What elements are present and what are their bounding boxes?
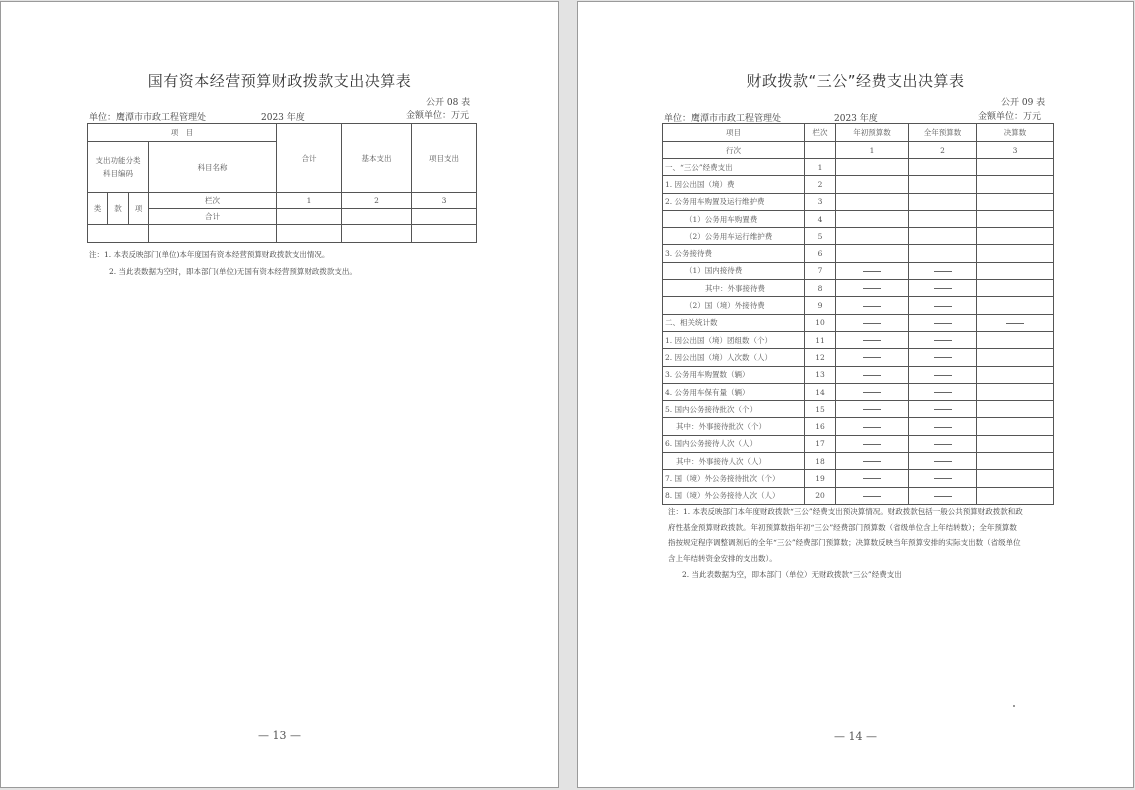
row-label: （2）国（境）外接待费 <box>663 297 805 314</box>
page-14 <box>577 1 1134 788</box>
row-label: 1. 因公出国（境）费 <box>663 176 805 193</box>
dash-mark <box>934 306 952 307</box>
row-label: （2）公务用车运行维护费 <box>663 228 805 245</box>
header-final: 决算数 <box>977 124 1054 142</box>
value-cell <box>836 435 909 452</box>
row-label: 8. 国（境）外公务接待人次（人） <box>663 487 805 504</box>
value-cell <box>909 470 977 487</box>
row-label: 1. 因公出国（境）团组数（个） <box>663 331 805 348</box>
value-cell <box>836 314 909 331</box>
dash-mark <box>934 444 952 445</box>
row-label: 其中：外事接待费 <box>663 280 805 297</box>
state-capital-table <box>87 123 477 243</box>
value-cell <box>909 366 977 383</box>
col-num-2: 2 <box>342 193 412 209</box>
value-cell <box>977 349 1054 366</box>
value-cell <box>836 297 909 314</box>
note-1: 注：1. 本表反映部门(单位)本年度国有资本经营预算财政拨款支出情况。 <box>89 250 330 259</box>
value-cell <box>909 297 977 314</box>
note-line: 府性基金预算财政拨款。年初预算数指年初“三公”经费部门预算数（省级单位含上年结转数）；全年预算数 <box>668 522 1017 532</box>
value-cell <box>977 487 1054 504</box>
row-label: （1）公务用车购置费 <box>663 210 805 227</box>
row-number: 9 <box>805 297 836 314</box>
header-subject-name: 科目名称 <box>149 142 277 193</box>
header-xiang: 项 <box>129 193 149 225</box>
dash-mark <box>934 271 952 272</box>
row-label: 其中：外事接待人次（人） <box>663 453 805 470</box>
table-code: 公开 09 表 <box>1001 98 1046 108</box>
value-cell <box>909 453 977 470</box>
row-number: 2 <box>805 176 836 193</box>
value-cell <box>977 262 1054 279</box>
dash-mark <box>863 392 881 393</box>
row-label: 6. 国内公务接待人次（人） <box>663 435 805 452</box>
note-2: 2. 当此表数据为空，即本部门（单位）无财政拨款“三公”经费支出 <box>682 570 902 579</box>
value-cell <box>977 193 1054 210</box>
note-line: 指按规定程序调整调剂后的全年“三公”经费部门预算数；决算数反映当年预算安排的实际支出数（省级单位 <box>668 538 1021 547</box>
cell <box>277 225 342 243</box>
value-cell <box>836 210 909 227</box>
table-row <box>663 228 1054 245</box>
table-row <box>663 418 1054 435</box>
value-cell <box>977 383 1054 400</box>
value-cell <box>909 159 977 176</box>
row-number: 17 <box>805 435 836 452</box>
value-cell <box>909 383 977 400</box>
note-line: 注：1. 本表反映部门本年度财政拨款“三公”经费支出预决算情况。财政拨款包括一般公共预算财政拨款和政 <box>668 507 1023 516</box>
table-row <box>663 280 1054 297</box>
page-13 <box>0 1 559 788</box>
dash-mark <box>863 340 881 341</box>
speck <box>1013 705 1015 707</box>
header-lei: 类 <box>88 193 108 225</box>
page-title: 财政拨款“三公”经费支出决算表 <box>746 72 965 90</box>
header-project: 项 目 <box>88 124 277 142</box>
dash-mark <box>934 375 952 376</box>
value-cell <box>909 262 977 279</box>
row-number: 15 <box>805 401 836 418</box>
value-cell <box>909 176 977 193</box>
header-basic: 基本支出 <box>342 124 412 193</box>
year-label: 2023 年度 <box>261 113 305 123</box>
header-hangci: 行次 <box>663 142 805 159</box>
header-budget-full: 全年预算数 <box>909 124 977 142</box>
row-number: 10 <box>805 314 836 331</box>
col-num-3: 3 <box>977 142 1054 159</box>
value-cell <box>977 418 1054 435</box>
row-number: 5 <box>805 228 836 245</box>
row-number: 14 <box>805 383 836 400</box>
row-label: 3. 公务接待费 <box>663 245 805 262</box>
value-cell <box>977 210 1054 227</box>
row-label: 其中：外事接待批次（个） <box>663 418 805 435</box>
value-cell <box>836 401 909 418</box>
value-cell <box>836 331 909 348</box>
note-2: 2. 当此表数据为空时，即本部门(单位)无国有资本经营预算财政拨款支出。 <box>109 267 357 276</box>
dash-mark <box>934 496 952 497</box>
row-label: 5. 国内公务接待批次（个） <box>663 401 805 418</box>
value-cell <box>909 314 977 331</box>
three-public-expenses-table <box>662 123 1054 505</box>
page-number: — 13 — <box>258 729 301 742</box>
table-row <box>663 470 1054 487</box>
notes-block <box>668 504 1058 566</box>
value-cell <box>977 453 1054 470</box>
unit-label: 单位：鹰潭市市政工程管理处 <box>664 114 782 124</box>
value-cell <box>836 176 909 193</box>
value-cell <box>836 245 909 262</box>
table-row <box>663 159 1054 176</box>
dash-mark <box>934 323 952 324</box>
unit-label: 单位：鹰潭市市政工程管理处 <box>89 113 207 123</box>
value-cell <box>977 245 1054 262</box>
row-label: 7. 国（境）外公务接待批次（个） <box>663 470 805 487</box>
value-cell <box>977 228 1054 245</box>
table-row <box>663 453 1054 470</box>
year-label: 2023 年度 <box>834 114 878 124</box>
cell <box>342 225 412 243</box>
table-row <box>663 245 1054 262</box>
header-func-label: 支出功能分类 <box>95 156 141 165</box>
page-number: — 14 — <box>834 730 877 743</box>
value-cell <box>977 314 1054 331</box>
value-cell <box>836 418 909 435</box>
dash-mark <box>863 427 881 428</box>
value-cell <box>977 176 1054 193</box>
value-cell <box>977 297 1054 314</box>
dash-mark <box>863 271 881 272</box>
table-row <box>663 262 1054 279</box>
table-row <box>663 401 1054 418</box>
value-cell <box>836 349 909 366</box>
row-number: 20 <box>805 487 836 504</box>
dash-mark <box>863 461 881 462</box>
dash-mark <box>863 478 881 479</box>
value-cell <box>909 245 977 262</box>
value-cell <box>836 366 909 383</box>
table-row <box>663 435 1054 452</box>
dash-mark <box>863 306 881 307</box>
value-cell <box>909 401 977 418</box>
value-cell <box>909 418 977 435</box>
cell <box>805 142 836 159</box>
row-number: 1 <box>805 159 836 176</box>
dash-mark <box>934 409 952 410</box>
dash-mark <box>934 461 952 462</box>
value-cell <box>909 487 977 504</box>
value-cell <box>977 331 1054 348</box>
header-item: 项目 <box>663 124 805 142</box>
dash-mark <box>863 496 881 497</box>
row-number: 4 <box>805 210 836 227</box>
table-code: 公开 08 表 <box>426 98 471 108</box>
row-number: 13 <box>805 366 836 383</box>
header-lanci: 栏次 <box>149 193 277 209</box>
value-cell <box>836 228 909 245</box>
col-num-2: 2 <box>909 142 977 159</box>
row-label: 2. 因公出国（境）人次数（人） <box>663 349 805 366</box>
row-number: 19 <box>805 470 836 487</box>
dash-mark <box>863 288 881 289</box>
dash-mark <box>863 409 881 410</box>
row-sum-label: 合计 <box>149 209 277 225</box>
value-cell <box>836 262 909 279</box>
table-row <box>663 193 1054 210</box>
dash-mark <box>934 427 952 428</box>
cell <box>88 225 149 243</box>
value-cell <box>977 401 1054 418</box>
value-cell <box>836 453 909 470</box>
row-number: 7 <box>805 262 836 279</box>
cell <box>277 209 342 225</box>
row-number: 12 <box>805 349 836 366</box>
col-num-1: 1 <box>277 193 342 209</box>
value-cell <box>977 159 1054 176</box>
row-label: 3. 公务用车购置数（辆） <box>663 366 805 383</box>
value-cell <box>909 193 977 210</box>
value-cell <box>909 228 977 245</box>
value-cell <box>977 435 1054 452</box>
table-row <box>663 331 1054 348</box>
dash-mark <box>863 323 881 324</box>
value-cell <box>836 280 909 297</box>
dash-mark <box>863 357 881 358</box>
header-budget-begin: 年初预算数 <box>836 124 909 142</box>
table-row <box>663 349 1054 366</box>
dash-mark <box>934 392 952 393</box>
cell <box>412 225 477 243</box>
value-cell <box>977 366 1054 383</box>
value-cell <box>836 470 909 487</box>
row-number: 8 <box>805 280 836 297</box>
row-number: 18 <box>805 453 836 470</box>
value-cell <box>909 331 977 348</box>
dash-mark <box>1006 323 1024 324</box>
dash-mark <box>934 357 952 358</box>
value-cell <box>909 210 977 227</box>
table-row <box>663 383 1054 400</box>
table-row <box>663 487 1054 504</box>
table-row <box>663 297 1054 314</box>
cell <box>149 225 277 243</box>
header-code-label: 科目编码 <box>103 169 133 178</box>
value-cell <box>977 470 1054 487</box>
row-number: 16 <box>805 418 836 435</box>
page-title: 国有资本经营预算财政拨款支出决算表 <box>147 72 412 90</box>
row-number: 11 <box>805 331 836 348</box>
dash-mark <box>863 375 881 376</box>
row-number: 6 <box>805 245 836 262</box>
row-label: 二、相关统计数 <box>663 314 805 331</box>
header-lanci: 栏次 <box>805 124 836 142</box>
header-kuan: 款 <box>108 193 129 225</box>
value-cell <box>909 280 977 297</box>
note-line: 含上年结转资金安排的支出数）。 <box>668 553 777 563</box>
value-cell <box>836 487 909 504</box>
table-row <box>663 210 1054 227</box>
header-project-expense: 项目支出 <box>412 124 477 193</box>
dash-mark <box>934 288 952 289</box>
table-row <box>663 314 1054 331</box>
value-cell <box>909 435 977 452</box>
value-cell <box>836 159 909 176</box>
row-label: （1）国内接待费 <box>663 262 805 279</box>
amount-unit-label: 金额单位：万元 <box>406 111 470 121</box>
row-label: 一、“三公”经费支出 <box>663 159 805 176</box>
table-row <box>663 176 1054 193</box>
col-num-1: 1 <box>836 142 909 159</box>
header-total: 合计 <box>277 124 342 193</box>
amount-unit-label: 金额单位：万元 <box>978 112 1042 122</box>
value-cell <box>909 349 977 366</box>
row-label: 4. 公务用车保有量（辆） <box>663 383 805 400</box>
row-number: 3 <box>805 193 836 210</box>
header-func-class <box>88 142 149 193</box>
dash-mark <box>863 444 881 445</box>
value-cell <box>836 383 909 400</box>
col-num-3: 3 <box>412 193 477 209</box>
row-label: 2. 公务用车购置及运行维护费 <box>663 193 805 210</box>
dash-mark <box>934 478 952 479</box>
value-cell <box>977 280 1054 297</box>
value-cell <box>836 193 909 210</box>
cell <box>342 209 412 225</box>
table-row <box>663 366 1054 383</box>
dash-mark <box>934 340 952 341</box>
cell <box>412 209 477 225</box>
